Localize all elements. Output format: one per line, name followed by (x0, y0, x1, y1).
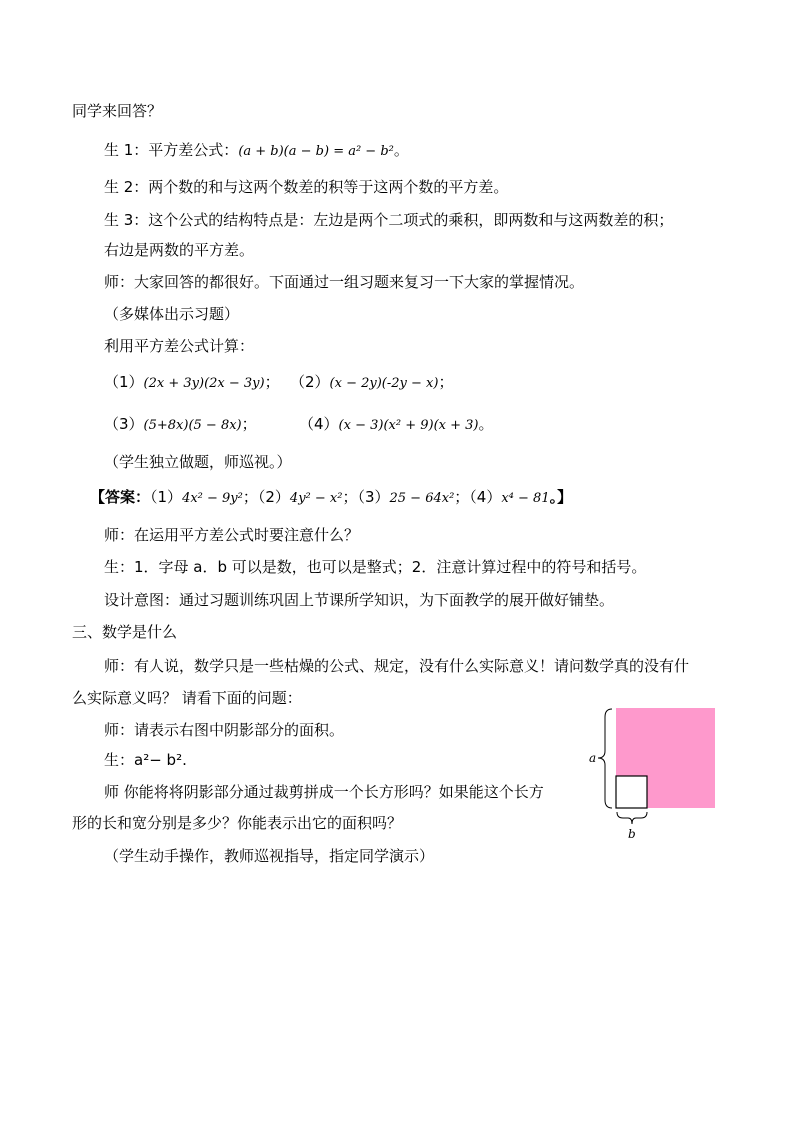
formula: 25 − 64x² (389, 491, 455, 506)
label-b: b (628, 827, 636, 841)
text-span: 。 (478, 415, 494, 433)
formula: (x − 2y)(-2y − x) (329, 376, 439, 391)
text-line: 设计意图：通过习题训练巩固上节课所学知识，为下面教学的展开做好铺垫。 (104, 591, 615, 609)
label-a: a (589, 751, 597, 765)
answer-close: 。】 (549, 488, 573, 506)
left-brace (598, 709, 612, 808)
text-line: 右边是两数的平方差。 (104, 241, 255, 259)
text-line: 么实际意义吗？ 请看下面的问题： (72, 689, 302, 707)
formula: 4y² − x² (289, 491, 343, 506)
answer-label: ；（2） (242, 488, 290, 506)
text-line: 师：请表示右图中阴影部分的面积。 (104, 721, 345, 739)
exercise-label: （4） (299, 415, 339, 433)
formula: (x − 3)(x² + 9)(x + 3) (338, 418, 479, 433)
text-span: ； (241, 415, 257, 433)
exercise-label: （2） (290, 373, 330, 391)
text-line: 生 2：两个数的和与这两个数差的积等于这两个数的平方差。 (104, 178, 509, 196)
exercise-label: （3） (104, 415, 144, 433)
text-line: 生 3：这个公式的结构特点是：左边是两个二项式的乘积，即两数和与这两数差的积； (104, 211, 674, 229)
formula: (2x + 3y)(2x − 3y) (143, 376, 265, 391)
formula: x⁴ − 81 (501, 491, 550, 506)
answer-label: ；（4） (454, 488, 502, 506)
formula: 4x² − 9y² (182, 491, 243, 506)
exercise-label: （1） (104, 373, 144, 391)
text-span: 生 1：平方差公式： (104, 141, 239, 159)
answer-label: ；（3） (342, 488, 390, 506)
text-line: 生：a²− b². (104, 751, 187, 769)
text-line: （多媒体出示习题） (104, 305, 240, 323)
exercise-3 (104, 414, 257, 436)
text-span: ； (438, 373, 454, 391)
answer-open: 【答案： (90, 488, 151, 506)
section-heading: 三、数学是什么 (72, 623, 178, 641)
text-line: 利用平方差公式计算： (104, 337, 255, 355)
exercise-4 (299, 414, 493, 436)
text-line: 师：大家回答的都很好。下面通过一组习题来复习一下大家的掌握情况。 (104, 273, 585, 291)
formula: (5+8x)(5 − 8x) (143, 418, 242, 433)
exercise-2 (290, 372, 453, 394)
exercise-1 (104, 372, 280, 394)
text-line (104, 140, 409, 162)
answer-label: （1） (150, 488, 183, 506)
text-line: 形的长和宽分别是多少？你能表示出它的面积吗？ (72, 814, 403, 832)
small-square (616, 776, 647, 808)
text-line: （学生独立做题，师巡视。） (104, 453, 292, 471)
answer-line (90, 487, 572, 509)
text-line: 生：1．字母 a．b 可以是数，也可以是整式；2．注意计算过程中的符号和括号。 (104, 558, 647, 576)
text-span: 。 (393, 141, 409, 159)
square-diagram-svg (585, 705, 725, 850)
text-line: 师 你能将将阴影部分通过裁剪拼成一个长方形吗？如果能这个长方 (104, 783, 544, 801)
text-line: 师：有人说，数学只是一些枯燥的公式、规定，没有什么实际意义！请问数学真的没有什 (104, 657, 690, 675)
square-diagram (585, 705, 725, 850)
text-line: （学生动手操作，教师巡视指导，指定同学演示） (104, 847, 435, 865)
formula: (a + b)(a − b) = a² − b² (238, 144, 394, 159)
text-line: 同学来回答？ (72, 102, 163, 120)
text-span: ； (264, 373, 280, 391)
text-line: 师：在运用平方差公式时要注意什么？ (104, 526, 360, 544)
bottom-brace (617, 812, 647, 824)
